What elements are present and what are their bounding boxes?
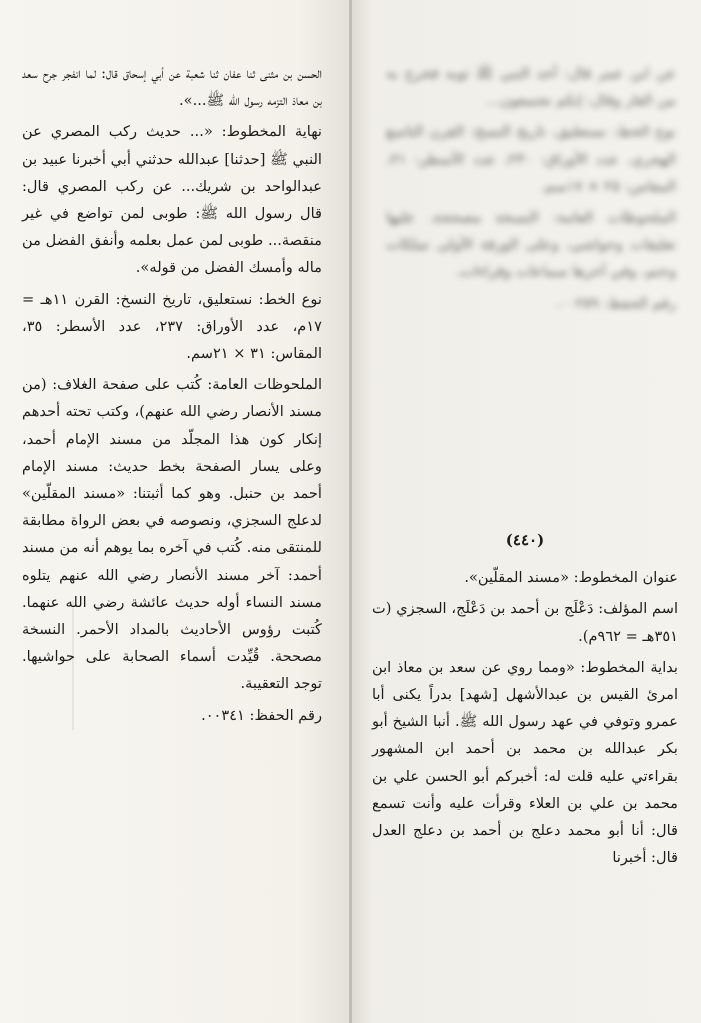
script-type-details: نوع الخط: نستعليق، تاريخ النسخ: القرن ١١هـ = ١٧م، عدد الأوراق: ٢٣٧، عدد الأسطر: ٣٥، المقاس: ٣١ × ٢١سم. — [22, 290, 323, 363]
general-notes: الملحوظات العامة: كُتب على صفحة الغلاف: (من مسند الأنصار رضي الله عنهم)، وكتب تحته أحدهم إنكار كون هذا المجلّد من مسند الإمام أحمد، وعلى يسار الصفحة بخط حديث: مسند الإمام أحمد بن حنبل. وهو كما أثبتنا: «مسند المقلّين» لدعلج السجزي، ونصوصه في بعض الرواة مطابقة للمنتقى منه. كُتب في آخره بما يوهم أنه من مسند أحمد: آخر مسند الأنصار رضي الله عنهم يتلوه مسند النساء أوله حديث عائشة رضي الله عنهما. كُتبت رؤوس الأحاديث بالمداد الأحمر. النسخة مصححة. قُيِّدت أسماء الصحابة على حواشيها. توجد التعقيبة. — [22, 376, 322, 693]
blurred-paragraph: الملحوظات العامة: النسخة مصححة، عليها تعليقات وحواشي، وعلى الورقة الأولى تملكات وختم، وفي آخرها سماعات وقراءات. — [386, 209, 676, 281]
manuscript-ending: نهاية المخطوط: «... حديث ركب المصري عن النبي ﷺ [حدثنا] عبدالله حدثني أبي أخبرنا عبيد بن عبدالواحد بن شريك... عن ركب المصري قال: قال رسول الله ﷺ: طوبى لمن تواضع في غير منقصة... طوبى لمن عمل بعلمه وأنفق الفضل من ماله وأمسك الفضل من قوله». — [22, 123, 322, 277]
right-page-blurred-text — [386, 60, 676, 317]
blurred-paragraph: رقم الحفظ: ٠٠٢٥٩. — [555, 294, 676, 312]
entry-number: (٤٤٠) — [505, 531, 545, 549]
right-page-text — [372, 527, 678, 871]
shelf-number: رقم الحفظ: ٠٠٣٤١. — [201, 706, 322, 724]
manuscript-beginning: بداية المخطوط: «ومما روي عن سعد بن معاذ ابن امرئ القيس بن عبدالأشهل [شهد] بدراً يكنى أبا عمرو وتوفي في عهد رسول الله ﷺ. أنبا الشيخ أبو بكر عبدالله بن محمد بن أحمد ابن المشهور بقراءتي عليه قلت له: أخبركم أبو الحسن علي بن محمد بن علي بن العلاء وقرأت عليه وأنت تسمع قال: أنا أبو محمد دعلج بن أحمد بن دعلج العدل قال: أخبرنا — [372, 658, 678, 867]
left-page-text — [22, 60, 322, 729]
author-name: اسم المؤلف: دَعْلَج بن أحمد بن دَعْلَج، السجزي (ت ٣٥١هـ = ٩٦٢م). — [372, 600, 678, 645]
manuscript-title: عنوان المخطوط: «مسند المقلّين». — [464, 569, 678, 587]
hadith-continuation: الحسن بن مثنى ثنا عفان ثنا شعبة عن أبي إسحاق قال: لما انفجر جرح سعد بن معاذ التزمه رسول الله ﷺ...». — [22, 65, 322, 110]
blurred-paragraph: نوع الخط: نستعليق، تاريخ النسخ: القرن التاسع الهجري، عدد الأوراق: ٢٣٠، عدد الأسطر: ٢١، المقاس: ٢٥ × ١٧سم. — [386, 123, 677, 195]
blurred-paragraph: عن ابن عمر قال: أخذ النبي ﷺ ثوبه فخرج به من الغار وقال: إنكم تجتمعون... — [386, 65, 676, 110]
